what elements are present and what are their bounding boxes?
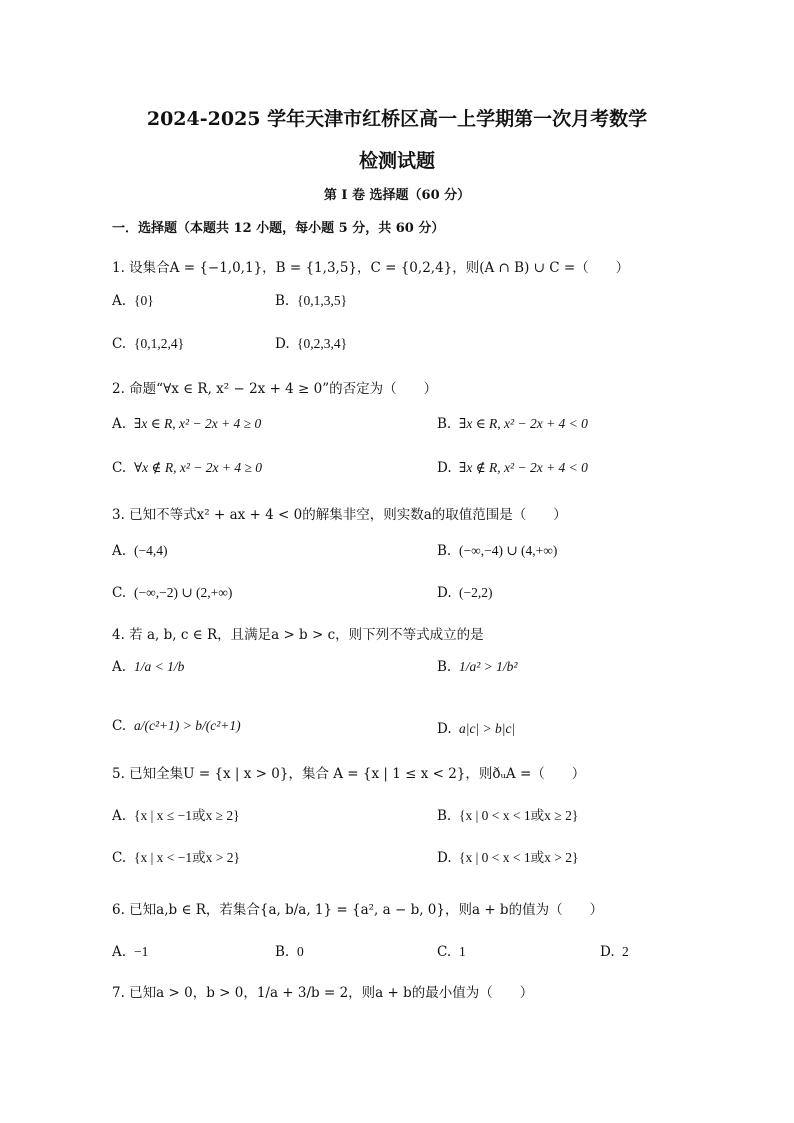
question-2-option-b <box>437 416 588 432</box>
option-text: {0,2,3,4} <box>297 336 348 351</box>
option-label: B. <box>437 543 452 559</box>
question-4-option-d <box>437 721 515 737</box>
document-title-line2: 检测试题 <box>358 150 435 172</box>
question-4-option-a <box>112 659 184 675</box>
question-3-option-d <box>437 585 492 601</box>
option-label: B. <box>437 659 452 675</box>
option-label: C. <box>112 850 127 866</box>
option-text: 2 <box>622 944 629 959</box>
option-text: {0,1,2,4} <box>134 336 185 351</box>
option-label: D. <box>600 944 615 960</box>
option-text: 1 <box>459 944 466 959</box>
question-6-option-b <box>275 944 304 960</box>
option-text: 1/a² > 1/b² <box>459 659 518 674</box>
option-text: (−2,2) <box>459 585 493 600</box>
option-text: ∃x ∈ R, x² − 2x + 4 ≥ 0 <box>134 416 262 431</box>
option-text: {0,1,3,5} <box>297 293 348 308</box>
question-1-option-c <box>112 336 184 352</box>
option-text: {x | 0 < x < 1或x > 2} <box>459 850 579 865</box>
option-label: D. <box>437 585 452 601</box>
question-5-stem: 5. 已知全集U = {x | x > 0}，集合 A = {x | 1 ≤ x < 2}，则ðᵤA =（ ） <box>112 766 586 782</box>
question-3-option-b <box>437 543 557 559</box>
question-1-option-d <box>275 336 347 352</box>
question-4-option-b <box>437 659 517 675</box>
option-label: A. <box>112 543 127 559</box>
question-1-stem: 1. 设集合A = {−1,0,1}，B = {1,3,5}，C = {0,2,4}，则(A ∩ B) ∪ C =（ ） <box>112 260 630 276</box>
option-label: C. <box>112 336 127 352</box>
option-text: (−∞,−2) ∪ (2,+∞) <box>134 585 233 600</box>
option-label: D. <box>275 336 290 352</box>
part-title: 第 I 卷 选择题（60 分） <box>323 188 471 203</box>
option-text: −1 <box>134 944 149 959</box>
question-1-option-b <box>275 293 347 309</box>
option-label: B. <box>275 944 290 960</box>
option-label: D. <box>437 850 452 866</box>
option-text: {x | x ≤ −1或x ≥ 2} <box>134 808 240 823</box>
question-5-option-a <box>112 804 240 824</box>
option-text: 1/a < 1/b <box>134 659 185 674</box>
option-label: C. <box>112 585 127 601</box>
question-6-stem: 6. 已知a,b ∈ R，若集合{a, b/a, 1} = {a², a − b, 0}，则a + b的值为（ ） <box>112 902 604 918</box>
option-label: B. <box>437 416 452 432</box>
document-title-line1: 2024-2025 学年天津市红桥区高一上学期第一次月考数学 <box>146 108 648 130</box>
option-label: A. <box>112 293 127 309</box>
option-text: 0 <box>297 944 304 959</box>
question-6-option-c <box>437 944 466 960</box>
option-label: A. <box>112 944 127 960</box>
question-4-option-c <box>112 718 241 734</box>
question-6-option-d <box>600 944 629 960</box>
question-2-stem: 2. 命题“∀x ∈ R, x² − 2x + 4 ≥ 0”的否定为（ ） <box>112 381 438 397</box>
question-5-option-d <box>437 846 579 866</box>
option-text: (−4,4) <box>134 543 168 558</box>
question-2-option-a <box>112 416 261 432</box>
option-label: A. <box>112 808 127 824</box>
section-title: 一．选择题（本题共 12 小题，每小题 5 分，共 60 分） <box>112 221 445 236</box>
question-5-option-b <box>437 804 578 824</box>
question-7-stem: 7. 已知a > 0，b > 0，1/a + 3/b = 2，则a + b的最小值为（ ） <box>112 985 534 1001</box>
question-3-option-a <box>112 543 167 559</box>
question-3-stem: 3. 已知不等式x² + ax + 4 < 0的解集非空，则实数a的取值范围是（ ） <box>112 507 567 523</box>
option-text: {x | x < −1或x > 2} <box>134 850 241 865</box>
option-label: D. <box>437 460 452 476</box>
option-text: (−∞,−4) ∪ (4,+∞) <box>459 543 558 558</box>
question-1-option-a <box>112 293 154 309</box>
option-label: A. <box>112 659 127 675</box>
option-label: D. <box>437 721 452 737</box>
option-text: a|c| > b|c| <box>459 721 516 736</box>
option-label: B. <box>437 808 452 824</box>
option-text: ∀x ∉ R, x² − 2x + 4 ≥ 0 <box>134 460 263 475</box>
option-label: C. <box>112 718 127 734</box>
option-text: {x | 0 < x < 1或x ≥ 2} <box>459 808 579 823</box>
question-6-option-a <box>112 944 148 960</box>
option-text: ∃x ∈ R, x² − 2x + 4 < 0 <box>459 416 588 431</box>
option-text: a/(c²+1) > b/(c²+1) <box>134 718 241 733</box>
question-2-option-d <box>437 460 588 476</box>
option-text: {0} <box>134 293 154 308</box>
option-text: ∃x ∉ R, x² − 2x + 4 < 0 <box>459 460 588 475</box>
option-label: C. <box>112 460 127 476</box>
option-label: A. <box>112 416 127 432</box>
question-5-option-c <box>112 846 240 866</box>
question-3-option-c <box>112 585 232 601</box>
option-label: B. <box>275 293 290 309</box>
question-4-stem: 4. 若 a, b, c ∈ R，且满足a > b > c，则下列不等式成立的是 <box>112 627 484 643</box>
option-label: C. <box>437 944 452 960</box>
question-2-option-c <box>112 460 262 476</box>
